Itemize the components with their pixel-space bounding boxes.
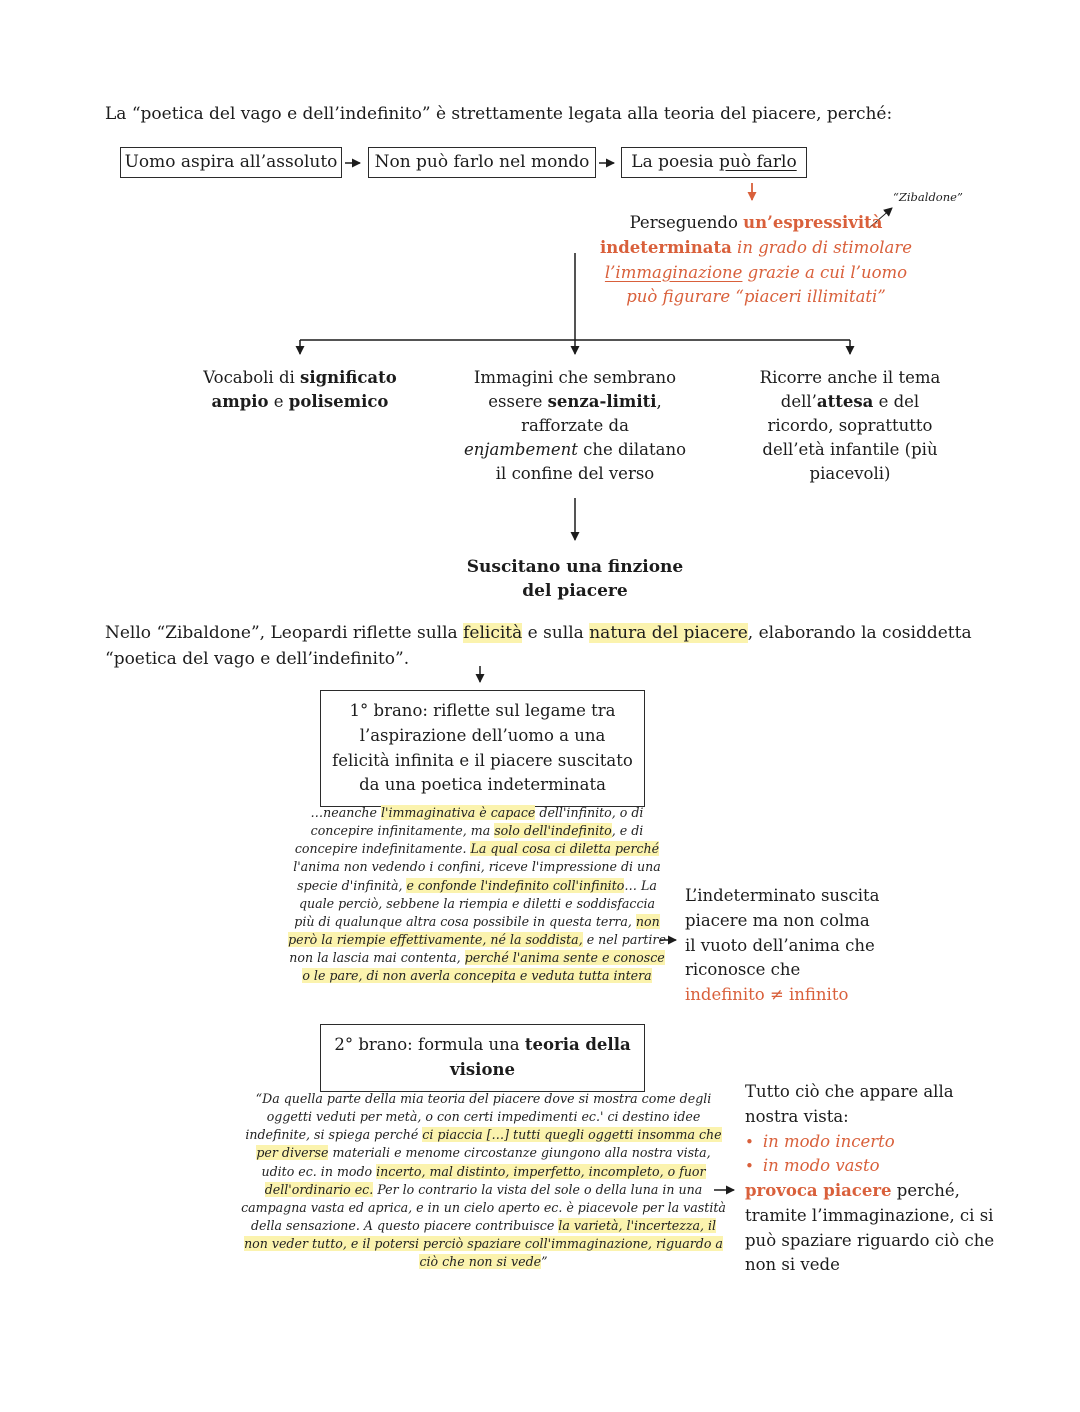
intro-text: La “poetica del vago e dell’indefinito” è strettamente legata alla teoria del piacere, perché: — [105, 104, 893, 124]
bullet-icon: • — [745, 1132, 754, 1151]
side2-tail: provoca piacere perché, tramite l’immaginazione, ci si può spaziare riguardo ciò che non si vede — [745, 1181, 995, 1275]
flow-box-non-nel-mondo: Non può farlo nel mondo — [368, 147, 596, 178]
side2-bullet-2-label: in modo vasto — [762, 1156, 880, 1176]
side2-lead: Tutto ciò che appare alla nostra vista: — [745, 1082, 954, 1126]
brano1-quote: …neanche l'immaginativa è capace dell'infinito, o di concepire infinitamente, ma solo dell'indefinito, e di concepire indefinitamente. La qual cosa ci diletta perché l'anima non vedendo i confini, riceve l'impressione di una specie d'infinità, e confonde l'indefinito coll'infinito… La quale perciò, sebbene la riempia e diletti e soddisfaccia più di qualunque altra cosa possibile in questa terra, non però la riempie effettivamente, né la soddista, e nel partire non la lascia mai contenta, perché l'anima sente e conosce o le pare, di non averla concepita e veduta tutta intera — [288, 805, 666, 984]
side2-bullet-item — [745, 1154, 995, 1179]
brano1-box: 1° brano: riflette sul legame tra l’aspirazione dell’uomo a una felicità infinita e il piacere suscitato da una poetica indeterminata — [320, 690, 645, 807]
side1-text: L’indeterminato suscita piacere ma non colma il vuoto dell’anima che riconosce che — [685, 886, 880, 980]
conclusion-finzione-piacere: Suscitano una finzione del piacere — [466, 557, 684, 601]
flow-box-uomo-assoluto: Uomo aspira all’assoluto — [120, 147, 342, 178]
side2-bullet-item — [745, 1130, 995, 1155]
side1-accent-text: indefinito ≠ infinito — [685, 985, 849, 1004]
brano1-side-note — [685, 884, 885, 1008]
zibaldone-source-label: “Zibaldone” — [893, 190, 963, 204]
pursuit-note: Perseguendo un’espressività indeterminata in grado di stimolare l’immaginazione grazie a cui l’uomo può figurare “piaceri illimitati” — [599, 213, 913, 307]
branch-immagini: Immagini che sembrano essere senza-limiti, rafforzate da enjambement che dilatano il confine del verso — [463, 368, 687, 483]
brano2-side-note — [745, 1080, 995, 1278]
bullet-icon: • — [745, 1157, 754, 1176]
zibaldone-paragraph: Nello “Zibaldone”, Leopardi riflette sulla felicità e sulla natura del piacere, elaborando la cosiddetta “poetica del vago e dell’indefinito”. — [105, 623, 972, 670]
flow-box-poesia: La poesia può farlo — [621, 147, 807, 178]
brano2-quote: “Da quella parte della mia teoria del piacere dove si mostra come degli oggetti veduti per metà, o con certi impedimenti ec.' ci destino idee indefinite, si spiega perché ci piaccia […] tutti quegli oggetti insomma che per diverse materiali e menome circostanze giungono alla nostra vista, udito ec. in modo incerto, mal distinto, imperfetto, incompleto, o fuor dell'ordinario ec. Per lo contrario la vista del sole o della luna in una campagna vasta ed aprica, e in un cielo aperto ec. è piacevole per la vastità della sensazione. A questo piacere contribuisce la varietà, l'incertezza, il non veder tutto, e il potersi perciò spaziare coll'immaginazione, riguardo a ciò che non si vede” — [241, 1091, 726, 1270]
brano2-box: 2° brano: formula una teoria della visione — [320, 1024, 645, 1092]
branch-vocaboli: Vocaboli di significato ampio e polisemico — [203, 368, 397, 411]
side2-bullet-1-label: in modo incerto — [762, 1131, 895, 1151]
branch-attesa-ricordo: Ricorre anche il tema dell’attesa e del ricordo, soprattutto dell’età infantile (più piacevoli) — [759, 368, 941, 483]
